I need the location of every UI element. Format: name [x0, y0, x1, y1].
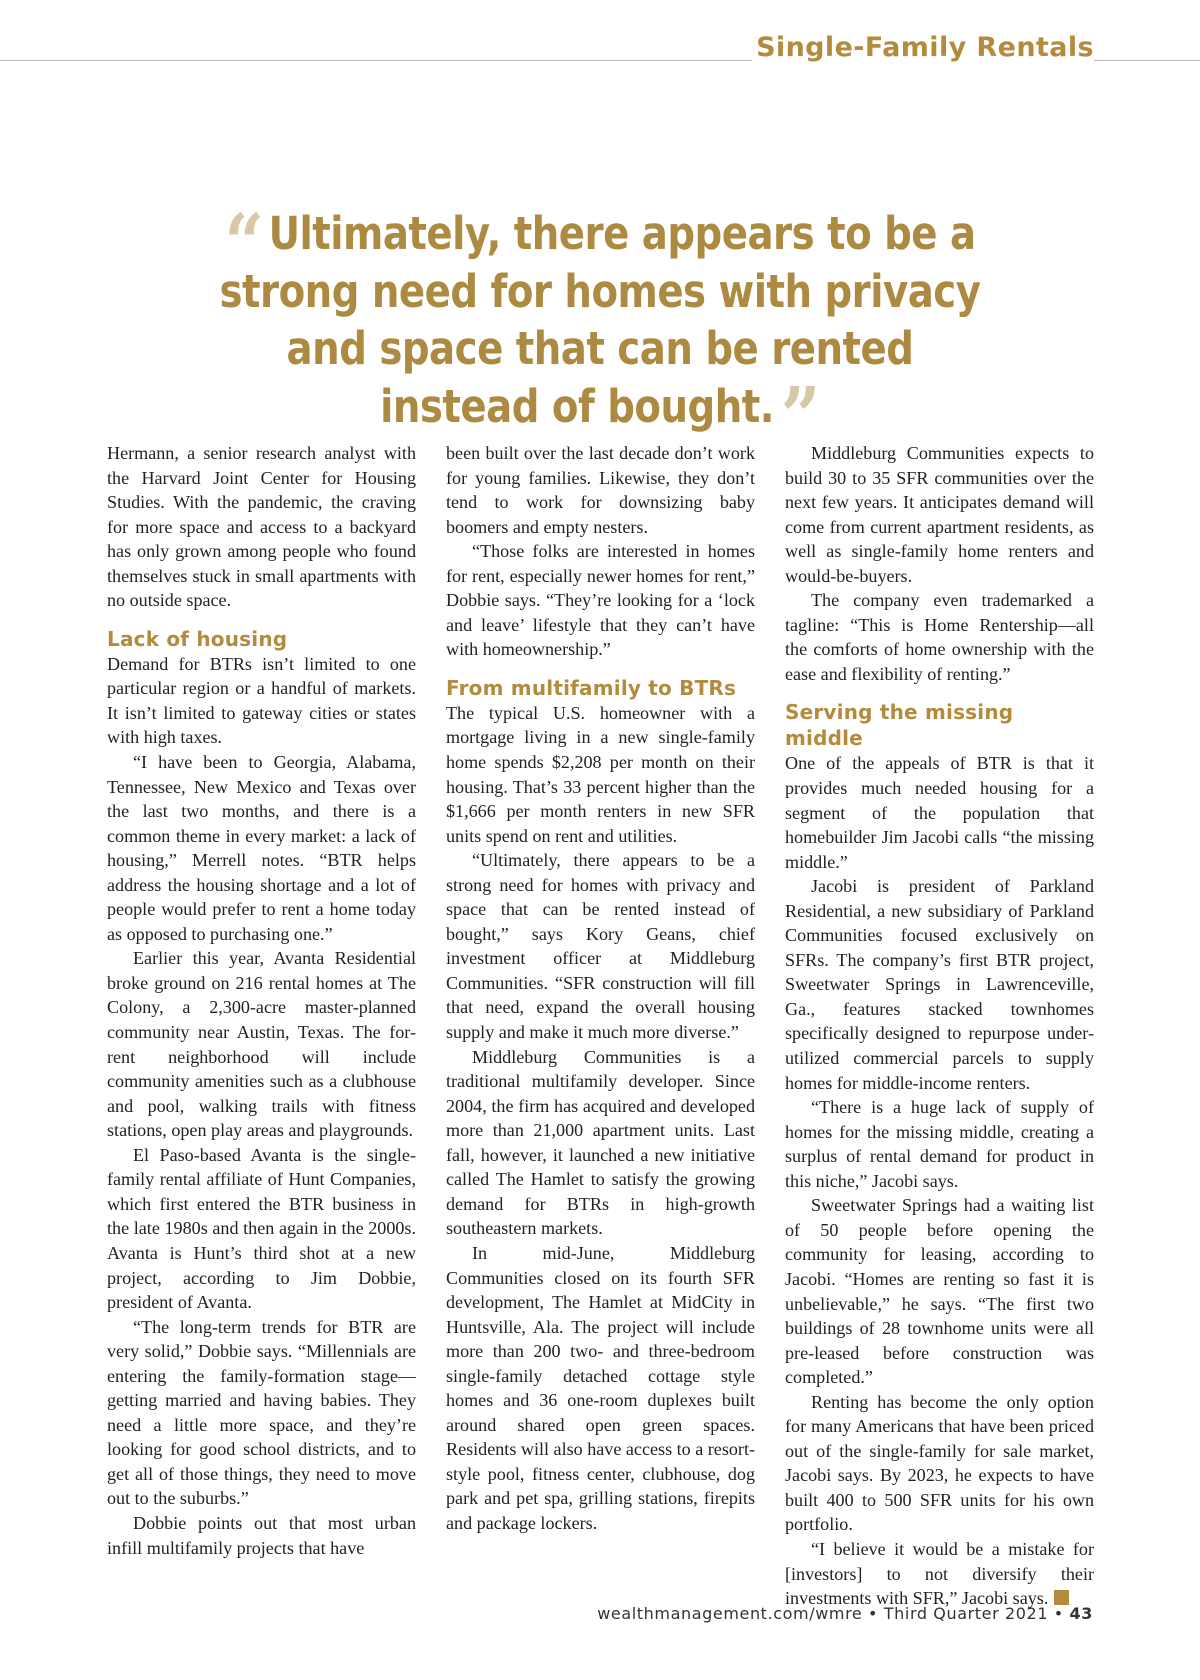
article-column-2	[446, 441, 755, 1536]
paragraph: Renting has become the only option for many Americans that have been priced out of the single-family for sale market, Jacobi says. By 2023, he expects to have built 400 to 500 SFR units for his own portfolio.	[785, 1391, 1094, 1535]
page-number: 43	[1069, 1604, 1093, 1623]
paragraph: Hermann, a senior research analyst with the Harvard Joint Center for Housing Studies. With the pandemic, the craving for more space and access to a backyard has only grown among people who found themselves stuck in small apartments with no outside space.	[107, 443, 416, 611]
paragraph: El Paso-based Avanta is the single-family rental affiliate of Hunt Companies, which first entered the BTR business in the late 1980s and then again in the 2000s. Avanta is Hunt’s third shot at a new project, according to Jim Dobbie, president of Avanta.	[107, 1144, 416, 1313]
paragraph-final	[785, 1537, 1094, 1611]
pull-quote-text: Ultimately, there appears to be a strong need for homes with privacy and space that can be rented instead of bought.	[219, 207, 981, 433]
paragraph: Sweetwater Springs had a waiting list of 50 people before opening the community for leasing, according to Jacobi. “Homes are renting so fast it is unbelievable,” he says. “The first two buildings of 28 townhome units were all pre-leased before construction was completed.”	[785, 1195, 1094, 1388]
paragraph: Earlier this year, Avanta Residential broke ground on 216 rental homes at The Colony, a 2,300-acre master-planned community near Austin, Texas. The for-rent neighborhood will include community amenities such as a clubhouse and pool, walking trails with fitness stations, open play areas and playgrounds.	[107, 948, 416, 1141]
paragraph: One of the appeals of BTR is that it provides much needed housing for a segment of the population that homebuilder Jim Jacobi calls “the missing middle.”	[785, 753, 1094, 872]
footer-bullet: •	[868, 1604, 879, 1623]
subhead-lack-of-housing: Lack of housing	[107, 626, 288, 651]
paragraph: The company even trademarked a tagline: “This is Home Rentership—all the comforts of home ownership with the ease and flexibility of renting.”	[785, 590, 1094, 684]
subhead-missing-middle: Serving the missing middle	[785, 700, 1014, 751]
paragraph: Middleburg Communities expects to build 30 to 35 SFR communities over the next few years. It anticipates demand will come from current apartment residents, as well as single-family home renters and would-be-buyers.	[785, 443, 1094, 586]
section-title: Single-Family Rentals	[752, 28, 1094, 68]
paragraph: Jacobi is president of Parkland Residential, a new subsidiary of Parkland Communities focused exclusively on SFRs. The company’s first BTR project, Sweetwater Springs in Lawrenceville, Ga., features stacked townhomes specifically designed to repurpose under-utilized commercial parcels to supply homes for middle-income renters.	[785, 876, 1094, 1093]
footer-bullet: •	[1053, 1604, 1064, 1623]
article-column-3	[785, 441, 1094, 1611]
page-footer	[597, 1604, 1093, 1623]
paragraph: Middleburg Communities is a traditional multifamily developer. Since 2004, the firm has acquired and developed more than 21,000 apartment units. Last fall, however, it launched a new initiative called The Hamlet to satisfy the growing demand for BTRs in high-growth southeastern markets.	[446, 1046, 755, 1239]
final-paragraph-text: “I believe it would be a mistake for [investors] to not diversify their investments with SFR,” Jacobi says.	[785, 1538, 1094, 1609]
paragraph: “Ultimately, there appears to be a strong need for homes with privacy and space that can be rented instead of bought,” says Kory Geans, chief investment officer at Middleburg Communities. “SFR construction will fill that need, expand the overall housing supply and make it much more diverse.”	[446, 850, 755, 1043]
paragraph: The typical U.S. homeowner with a mortgage living in a new single-family home spends $2,208 per month on their housing. That’s 33 percent higher than the $1,666 per month renters in new SFR units spend on rent and utilities.	[446, 702, 755, 846]
paragraph: In mid-June, Middleburg Communities closed on its fourth SFR development, The Hamlet at MidCity in Huntsville, Ala. The project will include more than 200 two- and three-bedroom single-family detached cottage style homes and 36 one-room duplexes built around shared open green spaces. Residents will also have access to a resort-style pool, fitness center, clubhouse, dog park and pet spa, grilling stations, firepits and package lockers.	[446, 1242, 756, 1533]
paragraph: Dobbie points out that most urban infill multifamily projects that have	[107, 1512, 416, 1558]
footer-issue: Third Quarter 2021	[883, 1604, 1049, 1623]
end-mark-square-icon	[1054, 1590, 1069, 1605]
paragraph: been built over the last decade don’t work for young families. Likewise, they don’t tend to work for downsizing baby boomers and empty nesters.	[446, 443, 755, 537]
subhead-from-multifamily: From multifamily to BTRs	[446, 675, 737, 700]
footer-site-url: wealthmanagement.com/wmre	[597, 1604, 863, 1623]
close-quote-mark-icon: ”	[780, 368, 820, 463]
paragraph: Demand for BTRs isn’t limited to one particular region or a handful of markets. It isn’t limited to gateway cities or states with high taxes.	[107, 653, 416, 748]
article-body	[107, 441, 1094, 1609]
paragraph: “There is a huge lack of supply of homes for the missing middle, creating a surplus of rental demand for product in this niche,” Jacobi says.	[785, 1097, 1094, 1191]
pull-quote	[213, 196, 987, 463]
open-quote-mark-icon: “	[224, 196, 264, 290]
article-column-1	[107, 441, 416, 1560]
paragraph: “Those folks are interested in homes for rent, especially newer homes for rent,” Dobbie says. “They’re looking for a ‘lock and leave’ lifestyle that they can’t have with homeownership.”	[446, 541, 755, 660]
paragraph: “I have been to Georgia, Alabama, Tennessee, New Mexico and Texas over the last two months, and there is a common theme in every market: a lack of housing,” Merrell notes. “BTR helps address the housing shortage and a lot of people would prefer to rent a home today as opposed to purchasing one.”	[107, 752, 416, 944]
paragraph: “The long-term trends for BTR are very solid,” Dobbie says. “Millennials are entering the family-formation stage—getting married and having babies. They need a little more space, and they’re looking for good school districts, and to get all of those things, they need to move out to the suburbs.”	[107, 1316, 416, 1509]
